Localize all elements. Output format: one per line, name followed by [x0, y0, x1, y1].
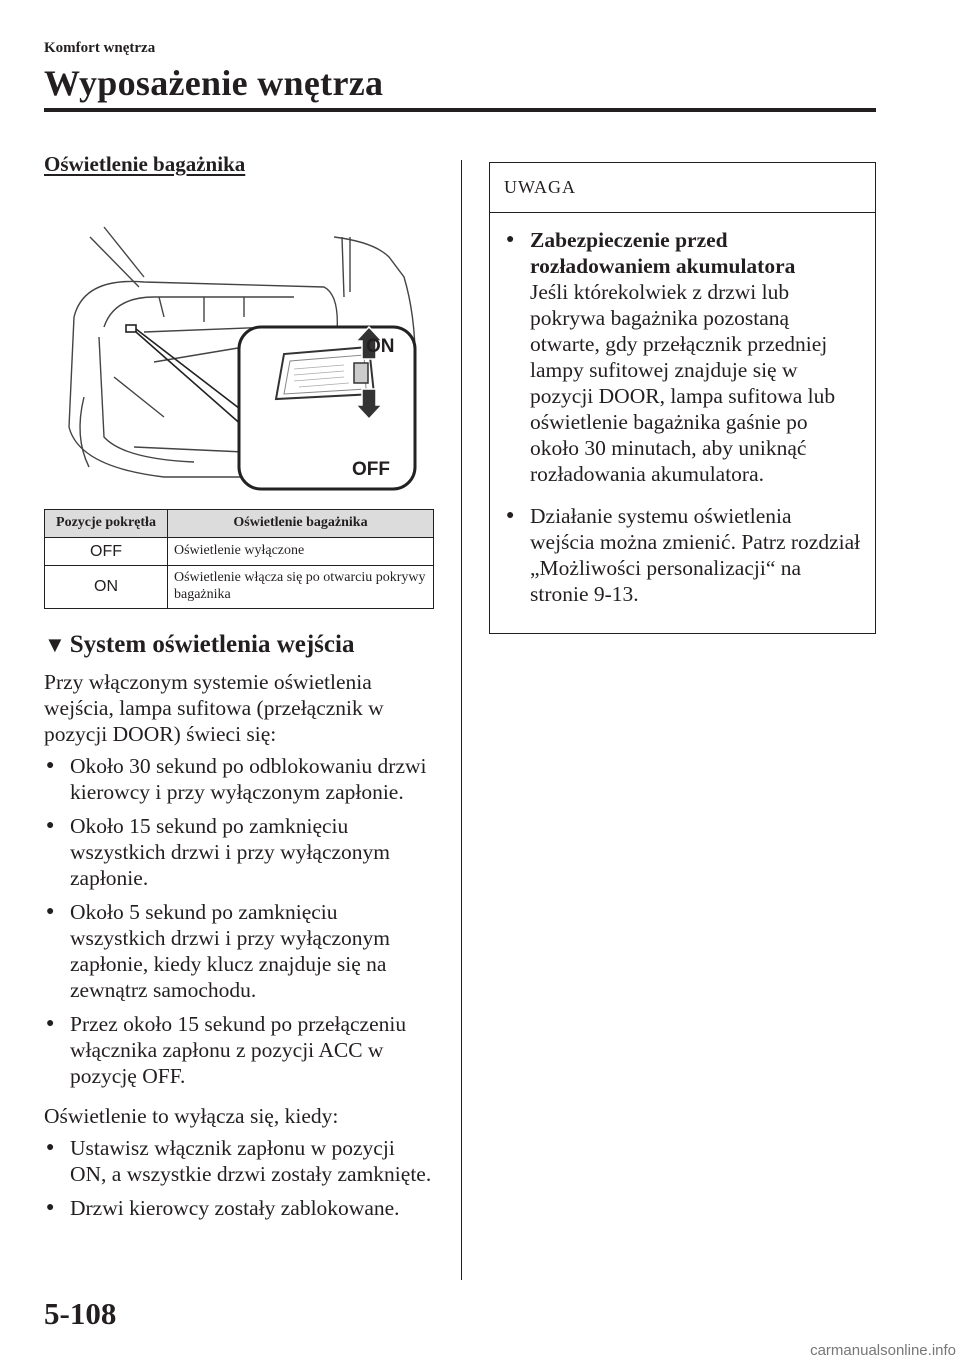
list-item-text: Około 15 sekund po zamknięciu wszystkich drzwi i przy wyłączonym zapłonie. — [70, 813, 391, 890]
notice-box — [489, 162, 876, 634]
notice-heading: UWAGA — [490, 163, 875, 213]
position-table — [44, 509, 434, 609]
list-item-text: Drzwi kierowcy zostały zablokowane. — [70, 1195, 400, 1220]
section-heading-trunk-light: Oświetlenie bagażnika — [44, 152, 246, 176]
list-item — [44, 813, 436, 891]
figure-label-on: ON — [366, 336, 395, 357]
list-item-text: Około 5 sekund po zamknięciu wszystkich drzwi i przy wyłączonym zapłonie, kiedy klucz znajduje się na zewnątrz samochodu. — [70, 899, 391, 1002]
list-item — [504, 227, 861, 487]
subheading-entry-light — [44, 631, 436, 659]
notice-list — [504, 227, 861, 607]
left-column — [44, 152, 436, 1235]
off-conditions-list — [44, 1135, 436, 1221]
subheading-text: System oświetlenia wejścia — [69, 630, 355, 658]
list-item — [44, 753, 436, 805]
table-row — [45, 537, 434, 565]
table-row — [45, 565, 434, 608]
figure-label-off: OFF — [352, 459, 390, 480]
off-intro-paragraph: Oświetlenie to wyłącza się, kiedy: — [44, 1103, 339, 1128]
notice-item-title: Zabezpieczenie przed rozładowaniem akumulatora — [530, 228, 796, 278]
trunk-illustration — [44, 197, 436, 497]
table-header-position: Pozycje pokrętła — [45, 510, 168, 538]
watermark: carmanualsonline.info — [810, 1342, 956, 1359]
notice-item-text: Jeśli którekolwiek z drzwi lub pokrywa bagażnika pozostaną otwarte, gdy przełącznik przedniej lampy sufitowej znajduje się w pozycji DOOR, lampa sufitowa lub oświetlenie bagażnika gaśnie po około 30 minutach, aby uniknąć rozładowania akumulatora. — [530, 280, 836, 486]
bullet-icon: ● — [46, 1015, 55, 1031]
list-item-text: Przez około 15 sekund po przełączeniu włącznika zapłonu z pozycji ACC w pozycję OFF. — [70, 1011, 407, 1088]
breadcrumb: Komfort wnętrza — [44, 40, 156, 56]
bullet-icon: ● — [46, 817, 55, 833]
table-cell-description: Oświetlenie włącza się po otwarciu pokrywy bagażnika — [168, 565, 434, 608]
bullet-icon: ● — [506, 232, 515, 247]
bullet-icon: ● — [46, 757, 55, 773]
trunk-light-figure-svg — [44, 197, 436, 497]
bullet-icon: ● — [46, 1199, 55, 1215]
table-cell-position: ON — [45, 565, 168, 608]
intro-paragraph: Przy włączonym systemie oświetlenia wejścia, lampa sufitowa (przełącznik w pozycji DOOR) świeci się: — [44, 669, 384, 746]
list-item — [44, 899, 436, 1003]
list-item — [44, 1195, 436, 1221]
on-conditions-list — [44, 753, 436, 1089]
title-rule — [44, 108, 876, 112]
list-item-text: Około 30 sekund po odblokowaniu drzwi kierowcy i przy wyłączonym zapłonie. — [70, 753, 427, 804]
bullet-icon: ● — [46, 1139, 55, 1155]
bullet-icon: ● — [46, 903, 55, 919]
list-item — [44, 1011, 436, 1089]
notice-item-text: Działanie systemu oświetlenia wejścia można zmienić. Patrz rozdział „Możliwości personalizacji“ na stronie 9-13. — [530, 504, 861, 606]
table-cell-description: Oświetlenie wyłączone — [168, 537, 434, 565]
list-item-text: Ustawisz włącznik zapłonu w pozycji ON, a wszystkie drzwi zostały zamknięte. — [70, 1135, 432, 1186]
list-item — [504, 503, 861, 607]
column-divider — [461, 160, 462, 1280]
notice-body — [490, 213, 875, 633]
bullet-icon: ● — [506, 508, 515, 523]
triangle-marker-icon: ▼ — [44, 631, 66, 657]
page-title: Wyposażenie wnętrza — [44, 63, 384, 103]
table-header-trunk-light: Oświetlenie bagażnika — [168, 510, 434, 538]
table-cell-position: OFF — [45, 537, 168, 565]
page-number: 5-108 — [44, 1296, 117, 1331]
list-item — [44, 1135, 436, 1187]
